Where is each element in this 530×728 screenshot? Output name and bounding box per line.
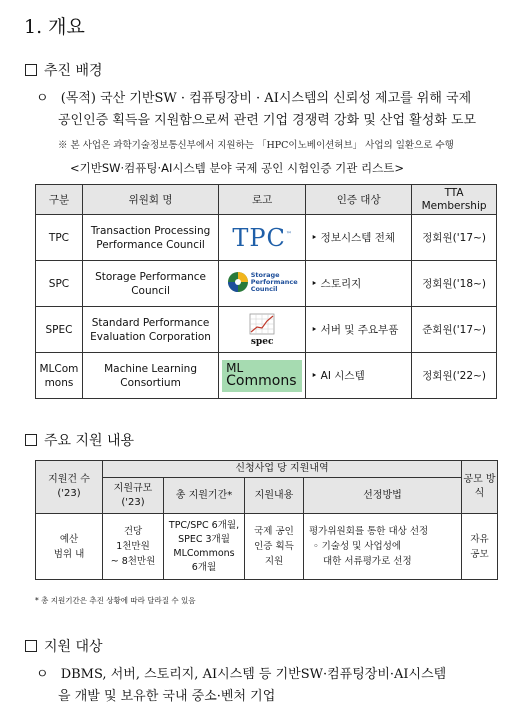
table-row	[36, 215, 497, 261]
col-header: TTA Membership	[412, 185, 497, 215]
period-note: * 총 지원기간은 추진 상황에 따라 달라질 수 있음	[35, 596, 196, 605]
col-header-count: 지원건 수 ('23)	[36, 461, 103, 514]
table-caption: <기반SW·컴퓨팅·AI시스템 분야 국제 공인 시험인증 기관 리스트>	[70, 161, 404, 175]
purpose-line-1: (목적) 국산 기반SW · 컴퓨팅장비 · AI시스템의 신뢰성 제고를 위해 국제	[60, 91, 472, 106]
tta-membership: 정회원('18~)	[412, 261, 497, 307]
section-title: 지원 대상	[44, 639, 103, 655]
tta-membership: 정회원('22~)	[412, 353, 497, 399]
bullet: ㅇ	[36, 91, 49, 106]
mlcommons-logo: ML Commons	[219, 353, 306, 399]
cell-public: 자유 공모	[462, 514, 498, 580]
org-name: Machine Learning Consortium	[82, 353, 218, 399]
spec-chart-icon	[249, 313, 275, 335]
cert-target: ‣ 스토리지	[306, 261, 412, 307]
section-heading-target	[25, 636, 103, 656]
cert-target: ‣ 정보시스템 전체	[306, 215, 412, 261]
checkbox-square-icon	[25, 640, 37, 652]
spc-swirl-icon	[227, 271, 249, 293]
cell-method: 평가위원회를 통한 대상 선정 ◦ 기술성 및 사업성에 대한 서류평가로 선정	[304, 514, 462, 580]
cell-scale: 건당 1천만원 ~ 8천만원	[103, 514, 164, 580]
table-row	[36, 514, 498, 580]
checkbox-square-icon	[25, 434, 37, 446]
col-header-content: 지원내용	[245, 478, 304, 514]
col-header-public: 공모 방식	[462, 461, 498, 514]
purpose-line-2: 공인인증 획득을 지원함으로써 관련 기업 경쟁력 강화 및 산업 활성화 도모	[58, 113, 477, 128]
col-header: 위원회 명	[82, 185, 218, 215]
section-heading-support	[25, 430, 134, 450]
cert-target: ‣ 서버 및 주요부품	[306, 307, 412, 353]
table-row	[36, 261, 497, 307]
org-name: Transaction Processing Performance Council	[82, 215, 218, 261]
table-row	[36, 353, 497, 399]
tta-membership: 준회원('17~)	[412, 307, 497, 353]
col-header-scale: 지원규모 ('23)	[103, 478, 164, 514]
org-name: Standard Performance Evaluation Corporation	[82, 307, 218, 353]
cert-target: ‣ AI 시스템	[306, 353, 412, 399]
certification-org-table	[35, 184, 497, 399]
spec-logo: spec	[219, 307, 306, 353]
target-line-1: DBMS, 서버, 스토리지, AI시스템 등 기반SW·컴퓨팅장비·AI시스템	[60, 667, 447, 682]
section-title: 추진 배경	[44, 63, 103, 79]
bullet: ㅇ	[36, 667, 49, 682]
col-header: 구분	[36, 185, 83, 215]
support-table	[35, 460, 498, 580]
target-line-2: 을 개발 및 보유한 국내 중소·벤처 기업	[58, 689, 276, 704]
purpose-paragraph	[36, 88, 516, 132]
org-code: MLCom mons	[36, 353, 83, 399]
org-code: TPC	[36, 215, 83, 261]
org-code: SPC	[36, 261, 83, 307]
spc-logo: Storage Performance Council	[219, 261, 306, 307]
org-name: Storage Performance Council	[82, 261, 218, 307]
program-note: ※ 본 사업은 과학기술정보통신부에서 지원하는 「HPC이노베이션허브」 사업의 일환으로 수행	[58, 140, 454, 151]
tta-membership: 정회원('17~)	[412, 215, 497, 261]
section-title: 주요 지원 내용	[44, 433, 135, 449]
col-header: 로고	[219, 185, 306, 215]
section-heading-background	[25, 60, 103, 80]
tpc-logo: TPC™	[219, 215, 306, 261]
table-row	[36, 307, 497, 353]
target-paragraph	[36, 664, 516, 708]
col-header-period: 총 지원기간*	[164, 478, 245, 514]
col-header-group: 신청사업 당 지원내역	[103, 461, 462, 478]
org-code: SPEC	[36, 307, 83, 353]
cell-content: 국제 공인 인증 획득 지원	[245, 514, 304, 580]
col-header: 인증 대상	[306, 185, 412, 215]
checkbox-square-icon	[25, 64, 37, 76]
col-header-method: 선정방법	[304, 478, 462, 514]
cell-period: TPC/SPC 6개월, SPEC 3개월 MLCommons 6개월	[164, 514, 245, 580]
cell-count: 예산 범위 내	[36, 514, 103, 580]
page-title: 1. 개요	[24, 16, 85, 38]
